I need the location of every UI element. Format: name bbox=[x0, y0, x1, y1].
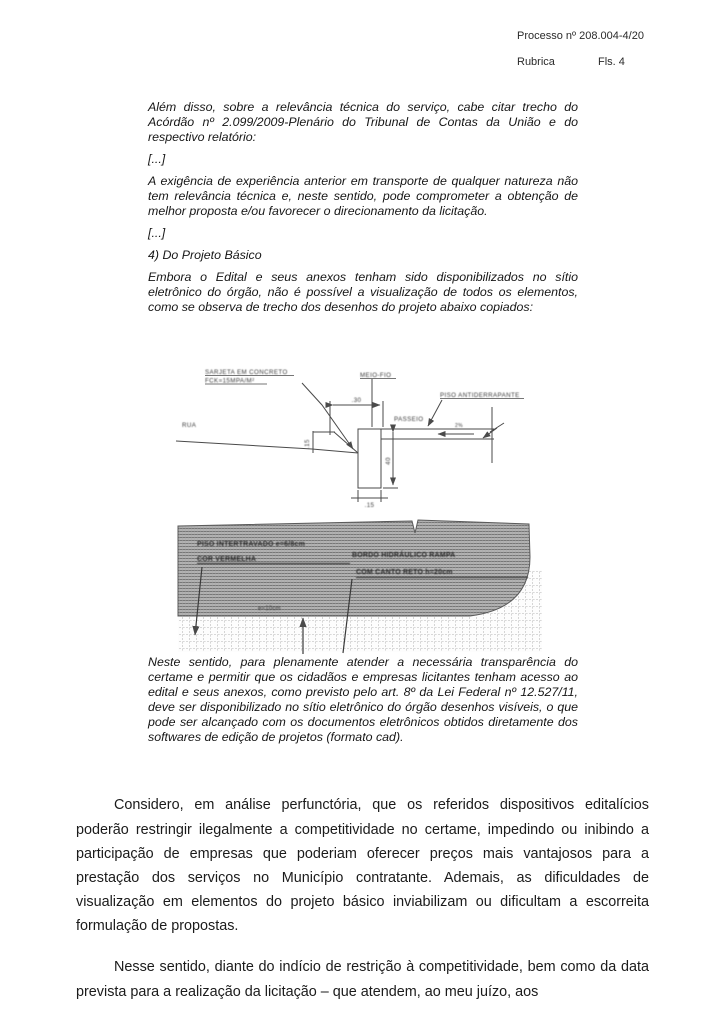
rubrica-label: Rubrica bbox=[517, 56, 555, 68]
passeio-label: PASSEIO bbox=[394, 416, 424, 423]
curb-section-drawing bbox=[172, 365, 547, 655]
piso-label: PISO ANTIDERRAPANTE bbox=[440, 392, 520, 399]
quoted-citation-block bbox=[148, 100, 578, 322]
dim-15-bottom: .15 bbox=[364, 502, 375, 509]
process-number: Processo nº 208.004-4/20 bbox=[517, 30, 644, 42]
quoted-citation-block-2 bbox=[148, 655, 578, 752]
quote-paragraph: Além disso, sobre a relevância técnica do serviço, cabe citar trecho do Acórdão nº 2.099/2009-Plenário do Tribunal de Contas da União e do respectivo relatório: bbox=[148, 100, 578, 144]
cor-vermelha-label: COR VERMELHA bbox=[197, 556, 257, 563]
sheet-number: Fls. 4 bbox=[598, 56, 625, 68]
quote-paragraph: Neste sentido, para plenamente atender a necessária transparência do certame e permitir que os cidadãos e empresas licitantes tenham acesso ao edital e seus anexos, como previsto pelo art. 8º da Lei Federal nº 12.527/11, deve ser disponibilizado no sítio eletrônico do órgão desenhos visíveis, o que pode ser alcançado com os documentos eletrônicos obtidos diretamente dos softwares de edição de projetos (formato cad). bbox=[148, 655, 578, 744]
hatched-detail bbox=[178, 520, 542, 654]
dim-15-left: .15 bbox=[304, 439, 311, 449]
bordo-label-1: BORDO HIDRÁULICO RAMPA bbox=[352, 552, 456, 559]
quote-section-heading: 4) Do Projeto Básico bbox=[148, 248, 262, 262]
ellipsis-marker: [...] bbox=[148, 226, 166, 240]
quote-paragraph: Embora o Edital e seus anexos tenham sido disponibilizados no sítio eletrônico do órgão, não é possível a visualização de todos os elementos, como se observa de trecho dos desenhos do projeto abaixo copiados: bbox=[148, 270, 578, 314]
piso-intertravado-label: PISO INTERTRAVADO e=6/8cm bbox=[197, 541, 306, 548]
quote-paragraph: A exigência de experiência anterior em transporte de qualquer natureza não tem relevância técnica e, neste sentido, pode comprometer a obtenção de melhor proposta e/ou favorecer o direcionamento da licitação. bbox=[148, 174, 578, 218]
body-paragraph-1: Considero, em análise perfunctória, que os referidos dispositivos editalícios poderão restringir ilegalmente a competitividade no certame, impedindo ou inibindo a participação de empresas que poderiam oferecer preços mais vantajosos para a prestação dos serviços no Município contratante. Ademais, as dificuldades de visualização em elementos do projeto básico inviabilizam ou dificultam a escorreita formulação de propostas. bbox=[76, 797, 649, 935]
bordo-label-2: COM CANTO RETO h=20cm bbox=[356, 569, 453, 576]
rua-label: RUA bbox=[182, 422, 197, 429]
pavement-band bbox=[178, 520, 530, 616]
ellipsis-marker: [...] bbox=[148, 152, 166, 166]
sarjeta-label: SARJETA EM CONCRETO bbox=[205, 369, 288, 376]
e10-label: e=10cm bbox=[258, 606, 281, 612]
meio-fio-label: MEIO-FIO bbox=[360, 372, 392, 379]
sarjeta-label-2: FCK=15MPA/M² bbox=[205, 377, 255, 385]
slope-label: 2% bbox=[455, 423, 464, 429]
dim-30: .30 bbox=[351, 397, 362, 404]
body-paragraph-2: Nesse sentido, diante do indício de restrição à competitividade, bem como da data prevista para a realização da licitação – que atendem, ao meu juízo, aos bbox=[76, 959, 649, 1000]
dim-40: 40 bbox=[385, 457, 392, 465]
project-drawing-figure bbox=[172, 365, 547, 655]
